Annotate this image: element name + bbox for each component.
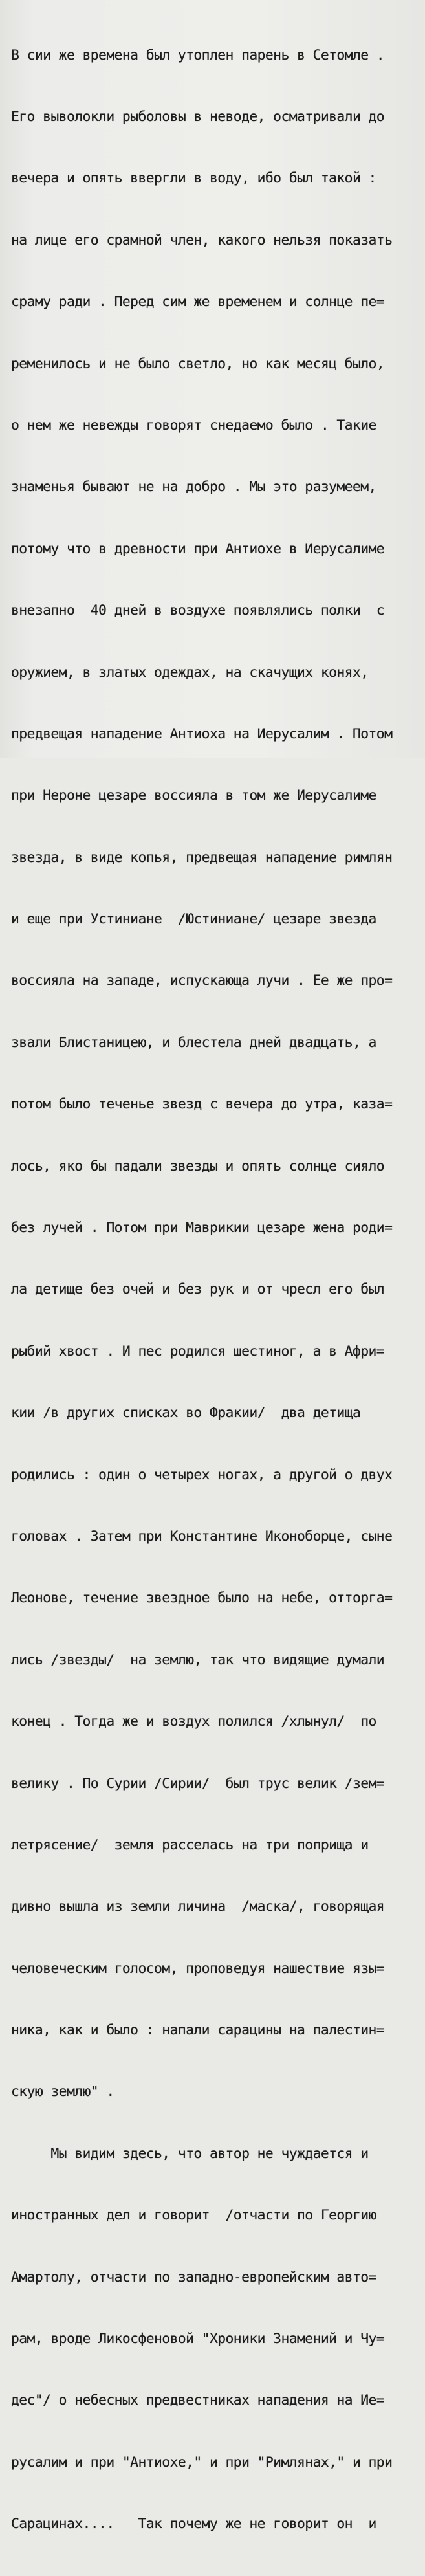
text-line: дивно вышла из земли личина /маска/, говорящая bbox=[11, 1899, 385, 1915]
text-line: потому что в древности при Антиохе в Иерусалиме bbox=[11, 540, 385, 557]
text-line: летрясение/ земля расселась на три поприща и bbox=[11, 1836, 369, 1853]
text-line: Его выволокли рыболовы в неводе, осматривали до bbox=[11, 108, 385, 125]
text-line: рыбий хвост . И пес родился шестиног, а в Афри= bbox=[11, 1343, 385, 1360]
text-line: внезапно 40 дней в воздухе появлялись полки с bbox=[11, 602, 385, 619]
text-line: потом было теченье звезд с вечера до утра, каза= bbox=[11, 1096, 393, 1113]
text-line: сраму ради . Перед сим же временем и солнце пе= bbox=[11, 294, 385, 311]
text-line: без лучей . Потом при Маврикии цезаре жена роди= bbox=[11, 1220, 393, 1237]
text-line: предвещая нападение Антиоха на Иерусалим . Потом bbox=[11, 725, 393, 742]
text-line: родились : один о четырех ногах, а другой о двух bbox=[11, 1466, 393, 1483]
text-line: ника, как и было : напали сарацины на палестин= bbox=[11, 2022, 385, 2039]
text-line: головах . Затем при Константине Иконоборце, сыне bbox=[11, 1528, 393, 1545]
text-line: при Нероне цезаре воссияла в том же Иерусалиме bbox=[11, 787, 376, 804]
text-line: Амартолу, отчасти по западно-европейским авто= bbox=[11, 2269, 376, 2285]
text-line: звали Блистаницею, и блестела дней двадцать, а bbox=[11, 1034, 376, 1051]
text-line: лись /звезды/ на землю, так что видящие думали bbox=[11, 1651, 385, 1668]
text-line: Сарацинах.... Так почему же не говорит он и bbox=[11, 2516, 376, 2533]
text-line: В сии же времена был утоплен парень в Сетомле . bbox=[11, 47, 385, 63]
text-line: ла детище без очей и без рук и от чресл его был bbox=[11, 1281, 385, 1298]
text-line: и еще при Устиниане /Юстиниане/ цезаре звезда bbox=[11, 911, 376, 928]
text-line: русалим и при "Антиохе," и при "Римлянах," и при bbox=[11, 2454, 393, 2471]
text-line: велику . По Сурии /Сирии/ был трус велик /зем= bbox=[11, 1775, 385, 1792]
text-line: ременилось и не было светло, но как месяц было, bbox=[11, 355, 385, 372]
text-line: вечера и опять ввергли в воду, ибо был такой : bbox=[11, 170, 376, 187]
document-text bbox=[11, 4, 422, 2576]
text-line: дес"/ о небесных предвестниках нападения на Ие= bbox=[11, 2392, 385, 2409]
text-line: иностранных дел и говорит /отчасти по Георгию bbox=[11, 2207, 376, 2224]
text-line: звезда, в виде копья, предвещая нападение римлян bbox=[11, 849, 393, 866]
text-line: скую землю" . bbox=[11, 2084, 114, 2100]
text-line: человеческим голосом, проповедуя нашествие язы= bbox=[11, 1960, 385, 1977]
text-line: конец . Тогда же и воздух полился /хлынул/ по bbox=[11, 1713, 376, 1730]
text-line: кии /в других списках во Фракии/ два детища bbox=[11, 1405, 361, 1422]
text-line: на лице его срамной член, какого нельзя показать bbox=[11, 232, 393, 248]
text-line: лось, яко бы падали звезды и опять солнце сияло bbox=[11, 1158, 385, 1174]
text-line: знаменья бывают не на добро . Мы это разумеем, bbox=[11, 479, 376, 496]
text-line: оружием, в златых одеждах, на скачущих конях, bbox=[11, 664, 369, 681]
text-line: о нем же невежды говорят снедаемо было . Такие bbox=[11, 417, 376, 434]
text-line: Мы видим здесь, что автор не чуждается и bbox=[11, 2145, 369, 2162]
text-line: Леонове, течение звездное было на небе, отторга= bbox=[11, 1590, 393, 1607]
text-line: воссияла на западе, испускающа лучи . Ее же про= bbox=[11, 973, 393, 989]
text-line: рам, вроде Ликосфеновой "Хроники Знамений и Чу= bbox=[11, 2331, 385, 2348]
